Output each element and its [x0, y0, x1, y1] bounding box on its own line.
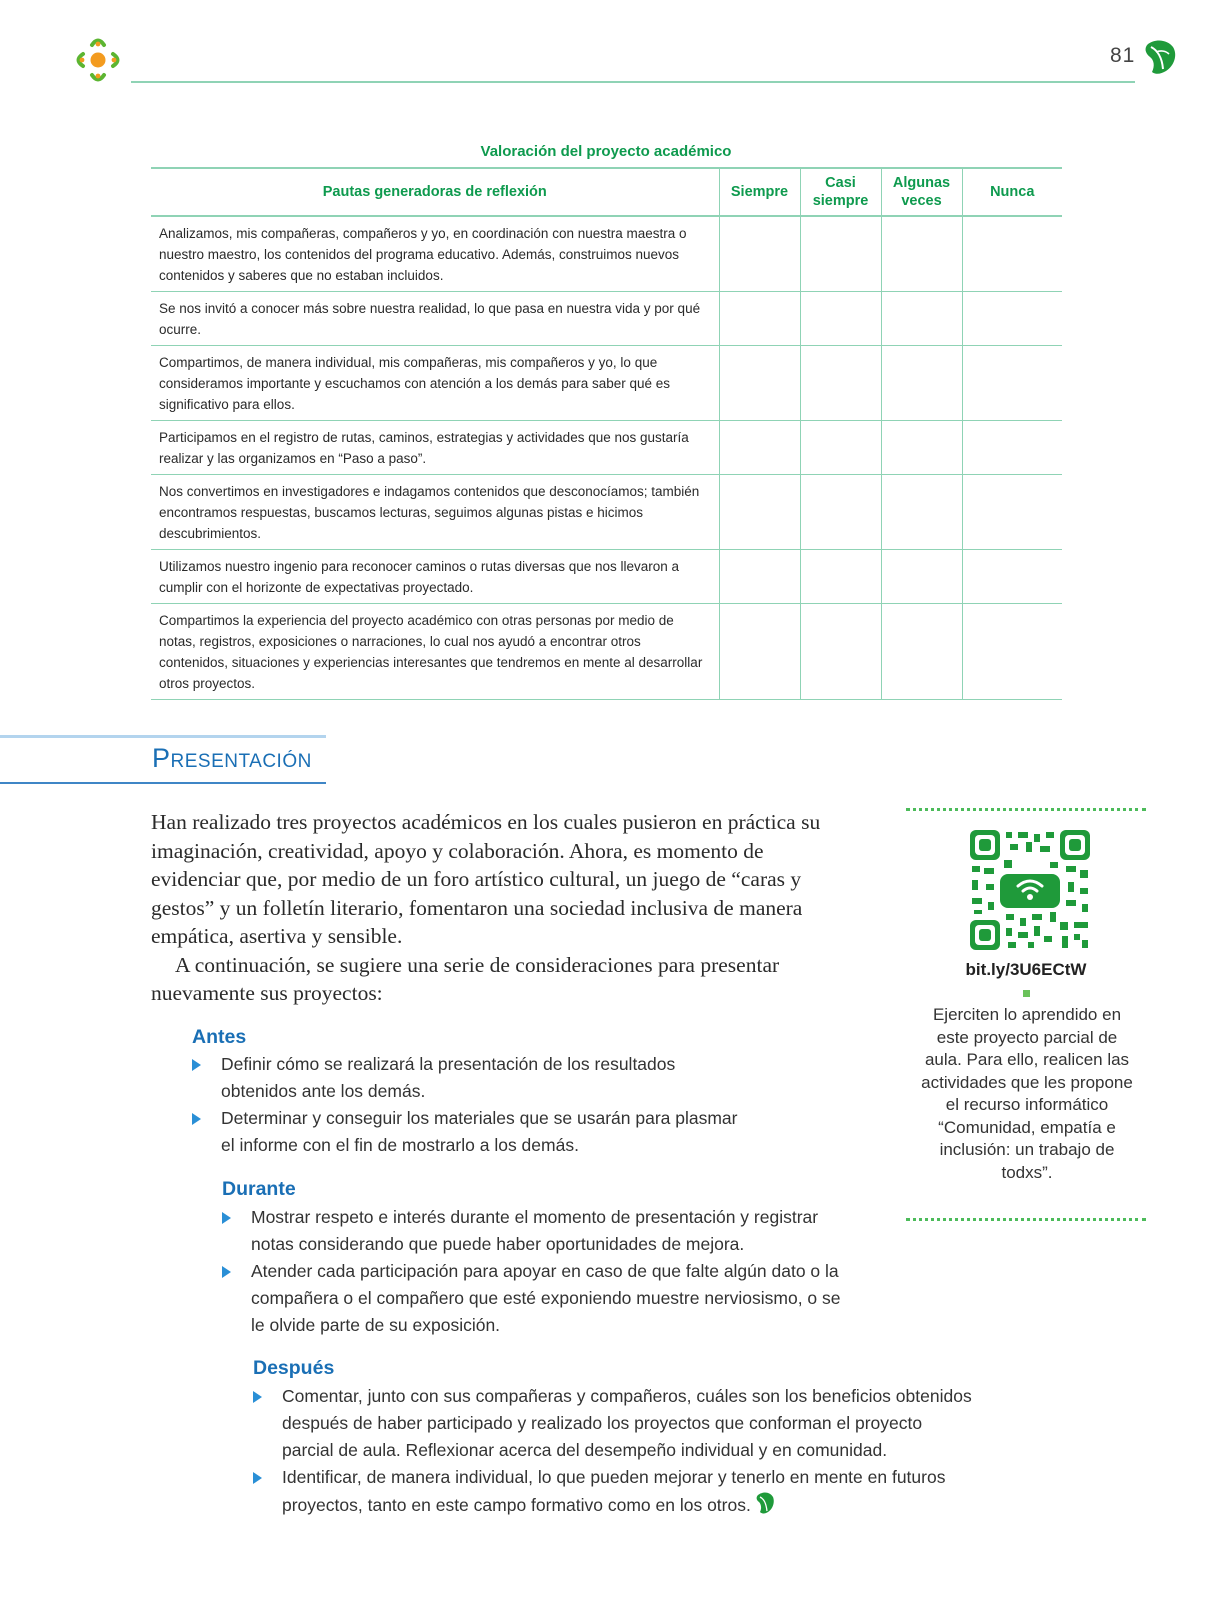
antes-list — [192, 1051, 752, 1159]
dotted-divider-top — [906, 808, 1146, 811]
checkbox-cell-siempre[interactable] — [719, 216, 800, 292]
despues-list — [253, 1383, 978, 1519]
antes-heading: Antes — [192, 1026, 247, 1048]
checkbox-cell-siempre[interactable] — [719, 475, 800, 550]
qr-link[interactable]: bit.ly/3U6ECtW — [965, 960, 1087, 979]
table-row — [151, 550, 1062, 604]
checkbox-cell-casi-siempre[interactable] — [800, 550, 881, 604]
list-item: Comentar, junto con sus compañeras y compañeros, cuáles son los beneficios obtenidos después de haber participado y realizado los proyectos que conforman el proyecto parcial de aula. Reflexionar acerca del desempeño individual y en comunidad. — [253, 1383, 978, 1464]
list-item: Definir cómo se realizará la presentación de los resultados obtenidos ante los demás. — [192, 1051, 752, 1105]
list-item: Atender cada participación para apoyar en caso de que falte algún dato o la compañera o el compañero que esté exponiendo muestre nerviosismo, o se le olvide parte de su exposición. — [222, 1258, 847, 1339]
page-number: 81 — [1110, 44, 1136, 67]
guideline-text: Compartimos la experiencia del proyecto académico con otras personas por medio de notas, registros, exposiciones o narraciones, lo cual nos ayudó a encontrar otros contenidos, situaciones y experiencias interesantes que tendremos en mente al desarrollar otros proyectos. — [151, 604, 719, 700]
dotted-divider-bottom — [906, 1218, 1146, 1221]
intro-paragraph: A continuación, se sugiere una serie de consideraciones para presentar nuevamente sus proyectos: — [151, 952, 780, 1005]
bullet-triangle-icon — [253, 1472, 262, 1484]
bullet-triangle-icon — [192, 1113, 201, 1125]
checkbox-cell-algunas-veces[interactable] — [881, 550, 962, 604]
section-band-bottom-line — [0, 782, 326, 784]
column-header-algunas-veces: Algunas veces — [881, 168, 962, 216]
checkbox-cell-algunas-veces[interactable] — [881, 346, 962, 421]
small-square-icon — [1023, 990, 1030, 997]
qr-sidebar — [906, 808, 1146, 1221]
checkbox-cell-algunas-veces[interactable] — [881, 604, 962, 700]
list-item: Identificar, de manera individual, lo que pueden mejorar y tenerlo en mente en futuros proyectos, tanto en este campo formativo como en los otros. — [253, 1464, 978, 1519]
checkbox-cell-nunca[interactable] — [962, 475, 1062, 550]
checkbox-cell-nunca[interactable] — [962, 292, 1062, 346]
table-row — [151, 475, 1062, 550]
checkbox-cell-siempre[interactable] — [719, 292, 800, 346]
bullet-triangle-icon — [222, 1266, 231, 1278]
header-rule — [131, 81, 1135, 83]
guideline-text: Participamos en el registro de rutas, caminos, estrategias y actividades que nos gustaría realizar y las organizamos en “Paso a paso”. — [151, 421, 719, 475]
list-item: Determinar y conseguir los materiales que se usarán para plasmar el informe con el fin de mostrarlo a los demás. — [192, 1105, 752, 1159]
green-leaf-icon — [1142, 38, 1178, 76]
checkbox-cell-algunas-veces[interactable] — [881, 216, 962, 292]
checkbox-cell-siempre[interactable] — [719, 421, 800, 475]
list-item: Mostrar respeto e interés durante el momento de presentación y registrar notas considerando que puede haber oportunidades de mejora. — [222, 1204, 847, 1258]
intro-text — [151, 808, 831, 1008]
durante-list — [222, 1204, 847, 1339]
checkbox-cell-nunca[interactable] — [962, 216, 1062, 292]
despues-heading: Después — [253, 1357, 335, 1379]
checkbox-cell-casi-siempre[interactable] — [800, 346, 881, 421]
column-header-casi-siempre: Casi siempre — [800, 168, 881, 216]
checkbox-cell-casi-siempre[interactable] — [800, 421, 881, 475]
checkbox-cell-nunca[interactable] — [962, 421, 1062, 475]
table-row — [151, 216, 1062, 292]
assessment-table — [151, 167, 1062, 700]
bullet-triangle-icon — [192, 1059, 201, 1071]
bullet-triangle-icon — [253, 1391, 262, 1403]
column-header-guidelines: Pautas generadoras de reflexión — [151, 168, 719, 216]
checkbox-cell-siempre[interactable] — [719, 550, 800, 604]
guideline-text: Se nos invitó a conocer más sobre nuestra realidad, lo que pasa en nuestra vida y por qué ocurre. — [151, 292, 719, 346]
section-title: Presentación — [152, 743, 312, 773]
checkbox-cell-algunas-veces[interactable] — [881, 475, 962, 550]
guideline-text: Compartimos, de manera individual, mis compañeras, mis compañeros y yo, lo que consideramos importante y escuchamos con atención a los demás para saber qué es significativo para ellos. — [151, 346, 719, 421]
durante-heading: Durante — [222, 1178, 296, 1200]
table-row — [151, 421, 1062, 475]
table-row — [151, 292, 1062, 346]
checkbox-cell-siempre[interactable] — [719, 604, 800, 700]
checkbox-cell-nunca[interactable] — [962, 604, 1062, 700]
checkbox-cell-siempre[interactable] — [719, 346, 800, 421]
checkbox-cell-casi-siempre[interactable] — [800, 216, 881, 292]
intro-paragraph: Han realizado tres proyectos académicos en los cuales pusieron en práctica su imaginación, creatividad, apoyo y colaboración. Ahora, es momento de evidenciar que, por medio de un foro artístico cultural, un juego de “caras y gestos” y un folletín literario, fomentaron una sociedad inclusiva de manera empática, asertiva y sensible. — [151, 810, 821, 948]
checkbox-cell-nunca[interactable] — [962, 346, 1062, 421]
column-header-nunca: Nunca — [962, 168, 1062, 216]
table-header-row — [151, 168, 1062, 216]
guideline-text: Nos convertimos en investigadores e indagamos contenidos que desconocíamos; también encontramos respuestas, buscamos lecturas, seguimos algunas pistas e hicimos descubrimientos. — [151, 475, 719, 550]
bullet-triangle-icon — [222, 1212, 231, 1224]
checkbox-cell-algunas-veces[interactable] — [881, 292, 962, 346]
checkbox-cell-casi-siempre[interactable] — [800, 292, 881, 346]
checkbox-cell-nunca[interactable] — [962, 550, 1062, 604]
checkbox-cell-algunas-veces[interactable] — [881, 421, 962, 475]
checkbox-cell-casi-siempre[interactable] — [800, 475, 881, 550]
table-title: Valoración del proyecto académico — [480, 143, 732, 160]
end-leaf-icon — [755, 1491, 775, 1515]
guideline-text: Utilizamos nuestro ingenio para reconocer caminos o rutas diversas que nos llevaron a cumplir con el horizonte de expectativas proyectado. — [151, 550, 719, 604]
qr-description: Ejerciten lo aprendido en este proyecto parcial de aula. Para ello, realicen las actividades que les propone el recurso informático “Comunidad, empatía e inclusión: un trabajo de todxs”. — [921, 1005, 1133, 1182]
section-band-top-line — [0, 735, 326, 738]
guideline-text: Analizamos, mis compañeras, compañeros y yo, en coordinación con nuestra maestra o nuestro maestro, los contenidos del programa educativo. Además, construimos nuevos contenidos y saberes que no estaban incluidos. — [151, 216, 719, 292]
qr-code-icon[interactable] — [970, 830, 1090, 950]
checkbox-cell-casi-siempre[interactable] — [800, 604, 881, 700]
flower-logo-icon — [70, 32, 126, 88]
table-row — [151, 604, 1062, 700]
table-row — [151, 346, 1062, 421]
column-header-siempre: Siempre — [719, 168, 800, 216]
